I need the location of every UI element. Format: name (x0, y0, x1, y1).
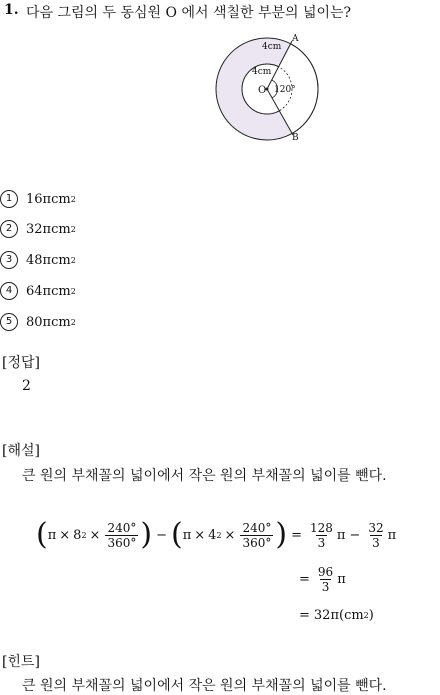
choice-3[interactable] (0, 251, 76, 269)
outer-radius-label: 4cm (262, 42, 282, 52)
choice-1[interactable] (0, 190, 76, 208)
result-3-numerator: 96 (317, 565, 334, 579)
question-text: 다음 그림의 두 동심원 O 에서 색칠한 부분의 넓이는? (26, 5, 352, 21)
point-a-label: A (292, 34, 299, 44)
times-symbol: × (89, 527, 101, 543)
equation-line-3 (299, 608, 374, 623)
solution-label: [해설] (2, 443, 40, 459)
choice-4-number: 4 (0, 282, 18, 300)
final-value: 32π(cm (313, 608, 364, 623)
angle-denominator: 360° (242, 535, 272, 550)
inner-radius-label: 4cm (252, 67, 272, 77)
hint-label: [힌트] (2, 654, 40, 670)
choice-4-exp: 2 (70, 286, 76, 296)
choice-1-exp: 2 (70, 194, 76, 204)
choice-5[interactable] (0, 313, 76, 331)
equals-symbol: = (299, 572, 310, 587)
pi-symbol: π (182, 527, 192, 543)
times-symbol: × (224, 527, 236, 543)
choice-1-value: 16πcm (26, 191, 71, 207)
choice-5-exp: 2 (70, 317, 76, 327)
pi-symbol: π (47, 527, 57, 543)
exponent: 2 (216, 530, 222, 540)
equation-line-2 (299, 565, 346, 594)
choice-2[interactable] (0, 220, 76, 238)
equals-symbol: = (299, 608, 310, 623)
center-label: O (258, 85, 267, 96)
choice-2-number: 2 (0, 220, 18, 238)
question-number: 1. (4, 2, 19, 18)
close-paren-1: ) (140, 517, 153, 552)
final-close-paren: ) (368, 608, 374, 623)
open-paren-2: ( (170, 517, 183, 552)
pi-symbol: π (337, 572, 346, 587)
minus-symbol: − (156, 527, 167, 543)
choice-5-number: 5 (0, 313, 18, 331)
angle-fraction (240, 521, 273, 550)
small-radius: 4 (208, 527, 217, 543)
angle-denominator: 360° (107, 535, 137, 550)
close-paren-2: ) (275, 517, 288, 552)
result-1-numerator: 128 (309, 520, 333, 535)
open-paren-1: ( (36, 517, 48, 552)
concentric-circles-figure (212, 34, 324, 146)
result-1-denominator: 3 (317, 535, 326, 550)
equals-symbol: = (291, 527, 302, 543)
times-symbol: × (59, 527, 71, 543)
solution-text: 큰 원의 부채꼴의 넓이에서 작은 원의 부채꼴의 넓이를 뺀다. (22, 468, 387, 484)
choice-3-exp: 2 (70, 255, 76, 265)
choice-4[interactable] (0, 282, 76, 300)
result-2-denominator: 3 (372, 535, 380, 550)
choice-2-value: 32πcm (26, 221, 71, 237)
answer-value: 2 (22, 378, 31, 394)
equation-line-1 (36, 517, 397, 552)
minus-symbol: − (349, 527, 361, 543)
final-exponent: 2 (363, 611, 369, 620)
result-3-denominator: 3 (321, 580, 330, 594)
angle-fraction (105, 521, 138, 550)
hint-text: 큰 원의 부채꼴의 넓이에서 작은 원의 부채꼴의 넓이를 뺀다. (22, 678, 387, 694)
answer-label: [정답] (2, 355, 40, 371)
choice-5-value: 80πcm (26, 314, 71, 330)
exponent: 2 (81, 530, 87, 540)
angle-label: 120° (274, 85, 296, 95)
choice-2-exp: 2 (70, 224, 76, 234)
choice-4-value: 64πcm (26, 283, 71, 299)
angle-numerator: 240° (242, 520, 272, 535)
pi-symbol: π (336, 527, 346, 543)
angle-numerator: 240° (107, 520, 137, 535)
choice-1-number: 1 (0, 190, 18, 208)
times-symbol: × (194, 527, 206, 543)
big-radius: 8 (73, 527, 82, 543)
choice-3-number: 3 (0, 251, 18, 269)
result-fraction-3 (316, 565, 335, 594)
pi-symbol: π (387, 527, 397, 543)
result-2-numerator: 32 (368, 520, 384, 535)
point-b-label: B (292, 133, 299, 143)
result-fraction-2 (366, 521, 385, 550)
result-fraction-1 (308, 521, 335, 550)
choice-3-value: 48πcm (26, 252, 71, 268)
